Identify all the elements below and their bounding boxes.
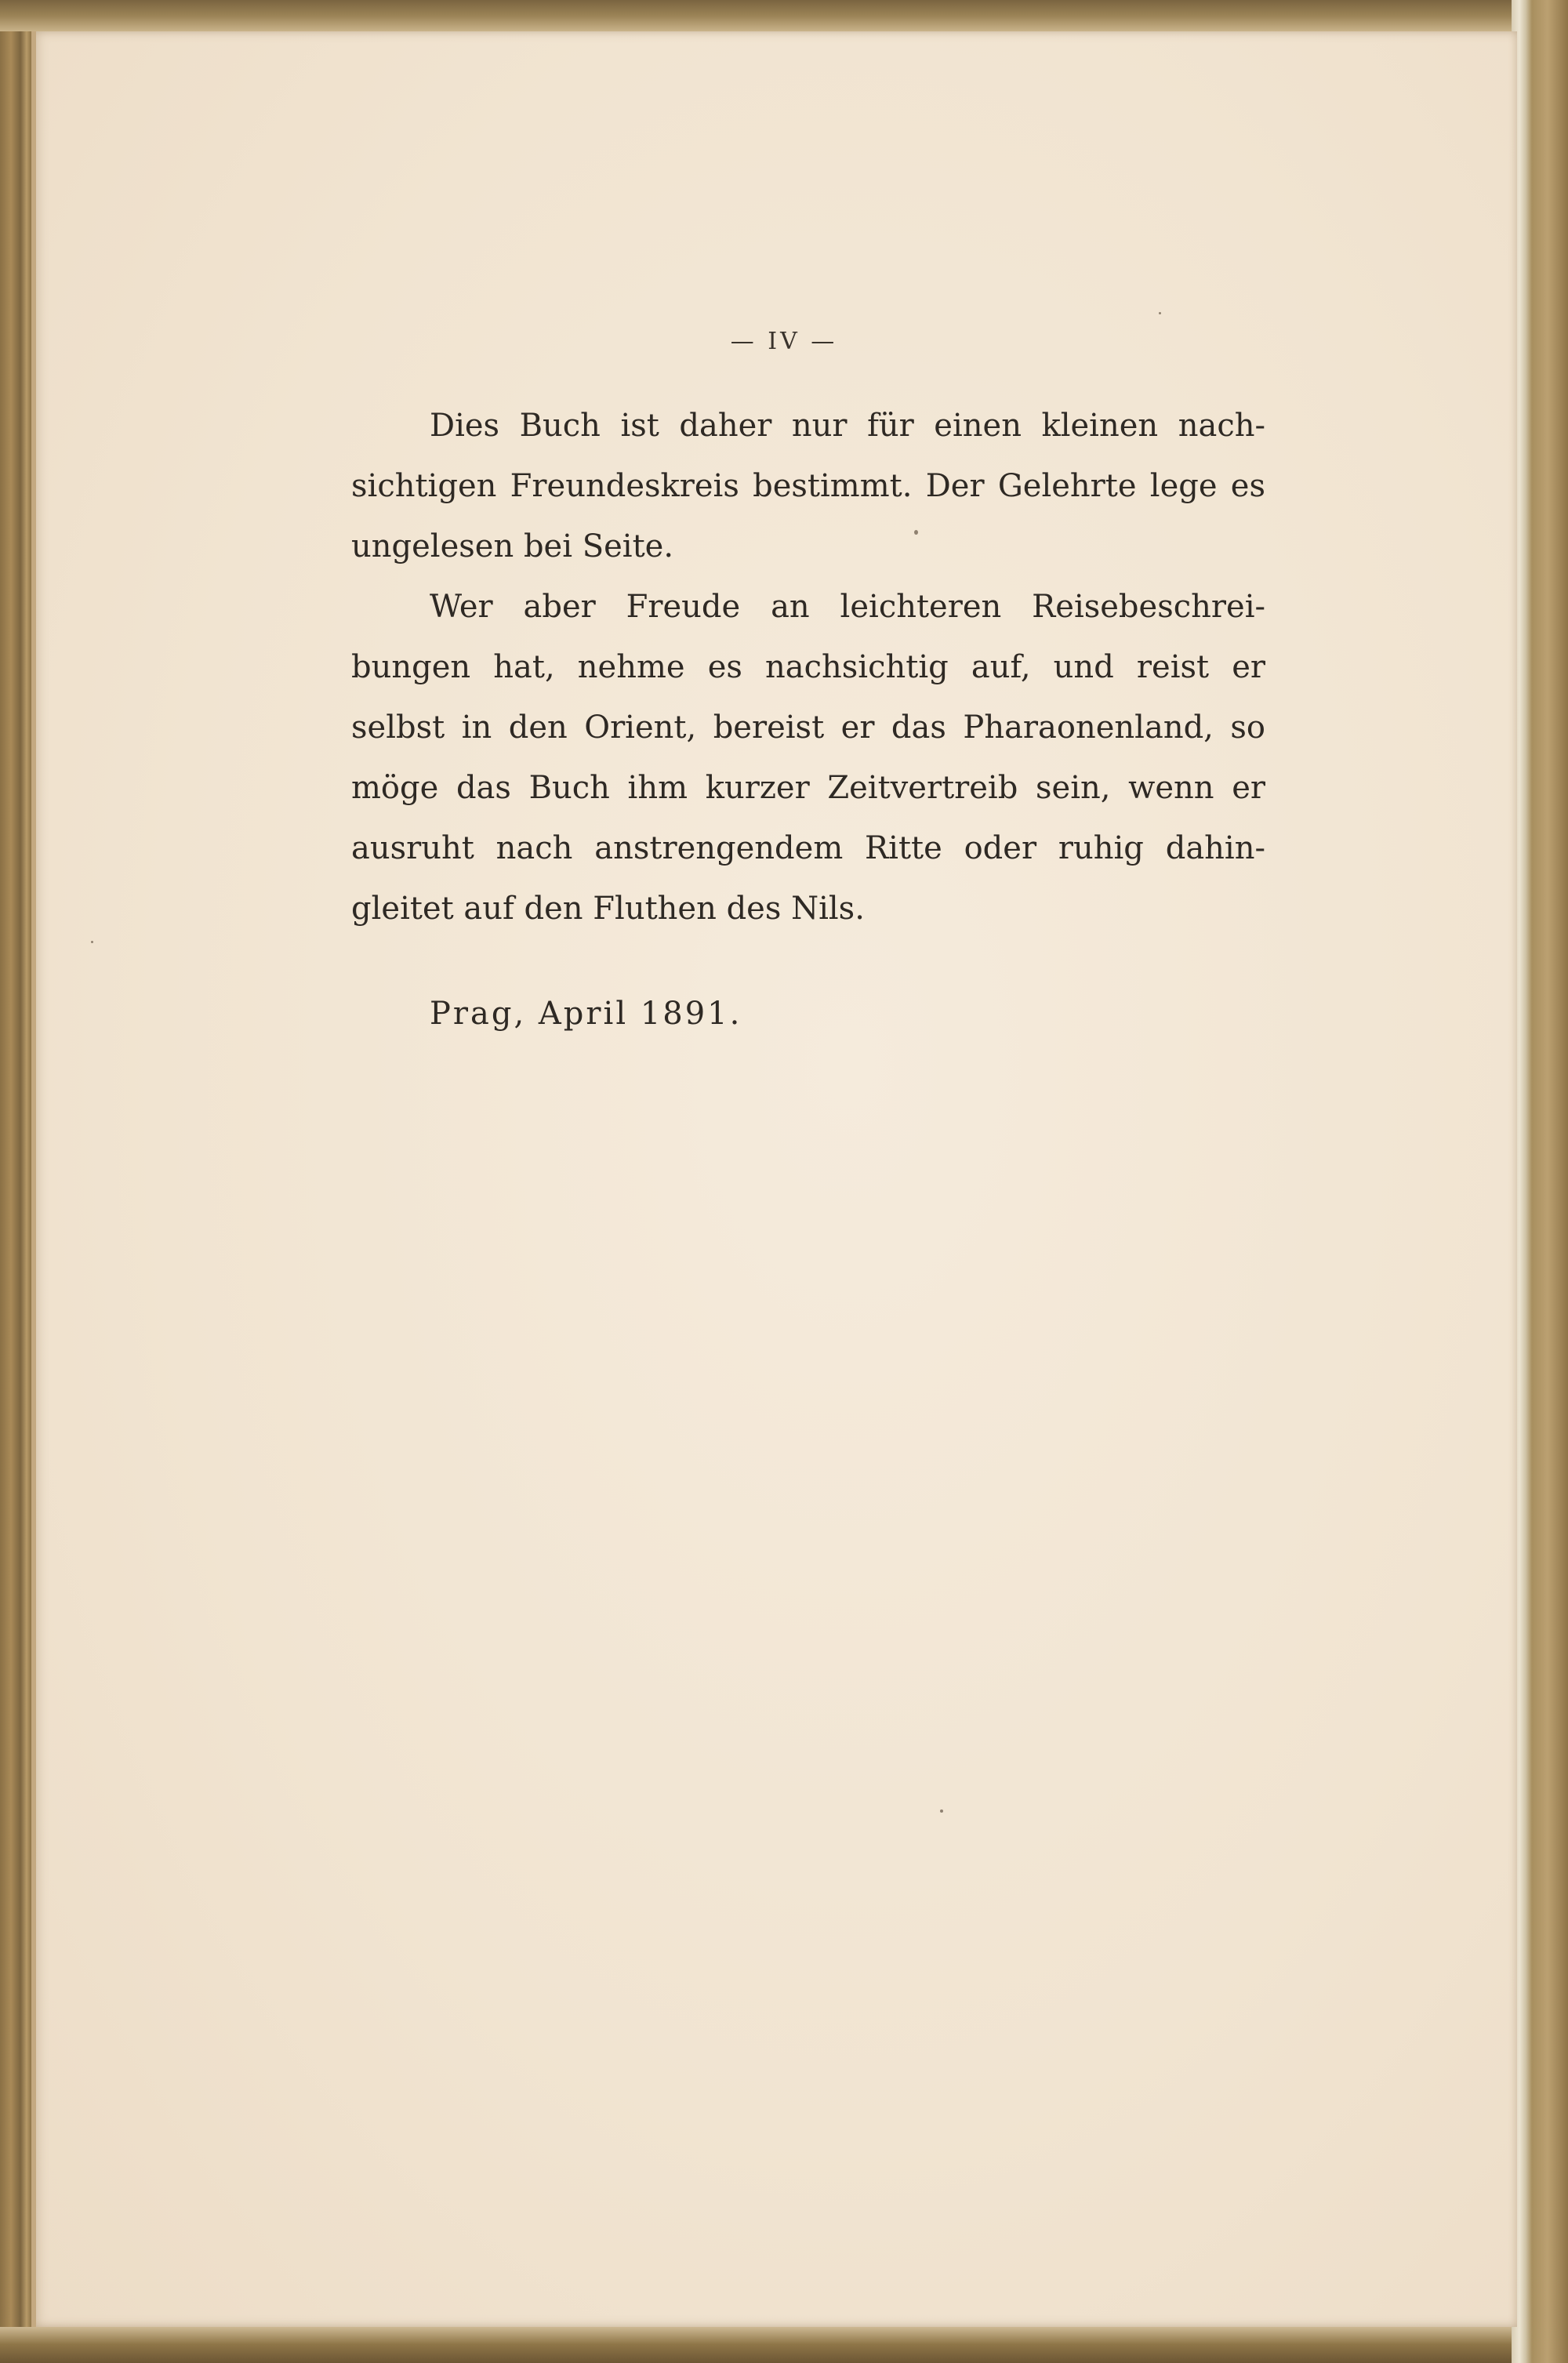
body-text [351, 396, 1265, 939]
page-number-header: — IV — [730, 328, 838, 355]
paper-speck [940, 1809, 943, 1813]
paper-speck [91, 941, 93, 943]
place-date-signoff: Prag, April 1891. [430, 996, 742, 1032]
cover-top-edge [0, 0, 1568, 31]
paper-speck [914, 530, 918, 535]
paragraph-2: Wer aber Freude an leichteren Reisebeschreibungen hat, nehme es nachsichtig auf, und reist er selbst in den Orient, bereist er das Pharaonenland, so möge das Buch ihm kurzer Zeitvertreib sein, wenn er ausruht nach anstrengendem Ritte oder ruhig dahingleitet auf den Fluthen des Nils. [351, 589, 1265, 927]
book-page [31, 31, 1517, 2327]
page-gutter-edge [31, 31, 36, 2327]
cover-bottom-edge [0, 2327, 1568, 2363]
paper-speck [1159, 312, 1161, 314]
paragraph-1: Dies Buch ist daher nur für einen kleinen nachsichtigen Freundeskreis bestimmt. Der Gelehrte lege es ungelesen bei Seite. [351, 408, 1265, 564]
